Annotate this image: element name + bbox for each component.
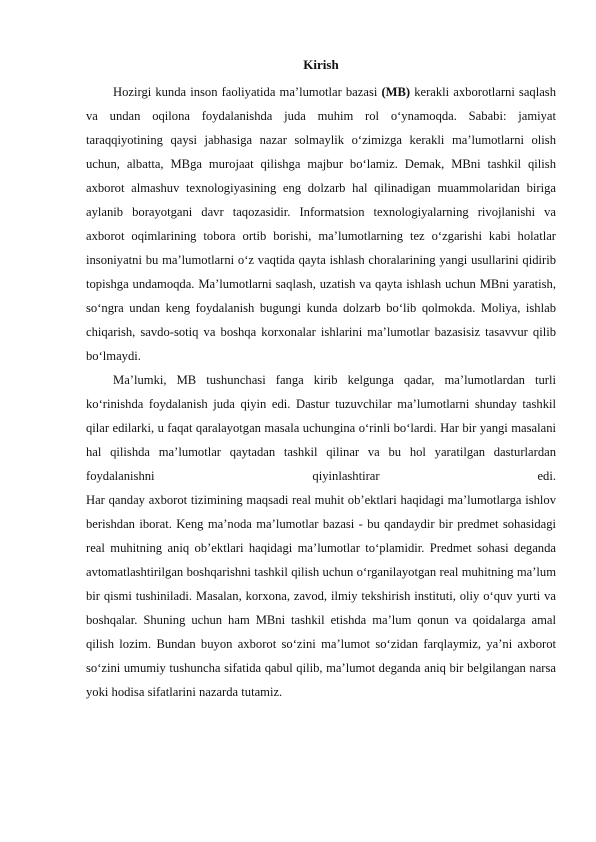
paragraph-definition: Har qanday axborot tizimining maqsadi real muhit ob’ektlari haqidagi ma’lumotlarga ishlov berishdan iborat. Keng ma’noda ma’lumotlar bazasi - bu qandaydir bir predmet sohasidagi real muhitning aniq ob’ektlari haqidagi ma’lumotlar to‘plamidir. Predmet sohasi deganda avtomatlashtirilgan boshqarishni tashkil qilish uchun o‘rganilayotgan real muhitning ma’lum bir qismi tushiniladi. Masalan, korxona, zavod, ilmiy tekshirish instituti, oliy o‘quv yurti va boshqalar. Shuning uchun ham MBni tashkil etishda ma’lum qonun va qoidalarga amal qilish lozim. Bundan buyon axborot so‘zini ma’lumot so‘zidan farqlaymiz, ya’ni axborot so‘zini umumiy tushuncha sifatida qabul qilib, ma’lumot deganda aniq bir belgilangan narsa yoki hodisa sifatlarini nazarda tutamiz.	[86, 493, 556, 699]
paragraph-intro	[86, 80, 556, 368]
page-title: Kirish	[303, 57, 339, 72]
paragraph-history: Ma’lumki, MB tushunchasi fanga kirib kelgunga qadar, ma’lumotlardan turli ko‘rinishda foydalanish juda qiyin edi. Dastur tuzuvchilar ma’lumotlarni shunday tashkil qilar edilarki, u faqat qaralayotgan masala uchungina o‘rinli bo‘lardi. Har bir yangi masalani hal qilishda ma’lumotlar qaytadan tashkil qilinar va bu hol yaratilgan dasturlardan foydalanishni qiyinlashtirar edi.	[86, 373, 556, 483]
paragraph-intro-start: Hozirgi kunda inson faoliyatida ma’lumotlar bazasi	[113, 85, 382, 99]
document-page	[86, 54, 556, 704]
paragraph-intro-rest: kerakli axborotlarni saqlash va undan oqilona foydalanishda juda muhim rol o‘ynamoqda. Sababi: jamiyat taraqqiyotining qaysi jabhasiga nazar solmaylik o‘zimizga kerakli ma’lumotlarni olish uchun, albatta, MBga murojaat qilishga majbur bo‘lamiz. Demak, MBni tashkil qilish axborot almashuv texnologiyasining eng dolzarb hal qilinadigan muammolaridan biriga aylanib borayotgani davr taqozasidir. Informatsion texnologiyalarning rivojlanishi va axborot oqimlarining tobora ortib borishi, ma’lumotlarning tez o‘zgarishi kabi holatlar insoniyatni bu ma’lumotlarni o‘z vaqtida qayta ishlash choralarining yangi usullarini qidirib topishga undamoqda. Ma’lumotlarni saqlash, uzatish va qayta ishlash uchun MBni yaratish, so‘ngra undan keng foydalanish bugungi kunda dolzarb bo‘lib qolmokda. Moliya, ishlab chiqarish, savdo-sotiq va boshqa korxonalar ishlarini ma’lumotlar bazasisiz tasavvur qilib bo‘lmaydi.	[86, 85, 556, 363]
mb-abbreviation: (MB)	[381, 85, 411, 99]
